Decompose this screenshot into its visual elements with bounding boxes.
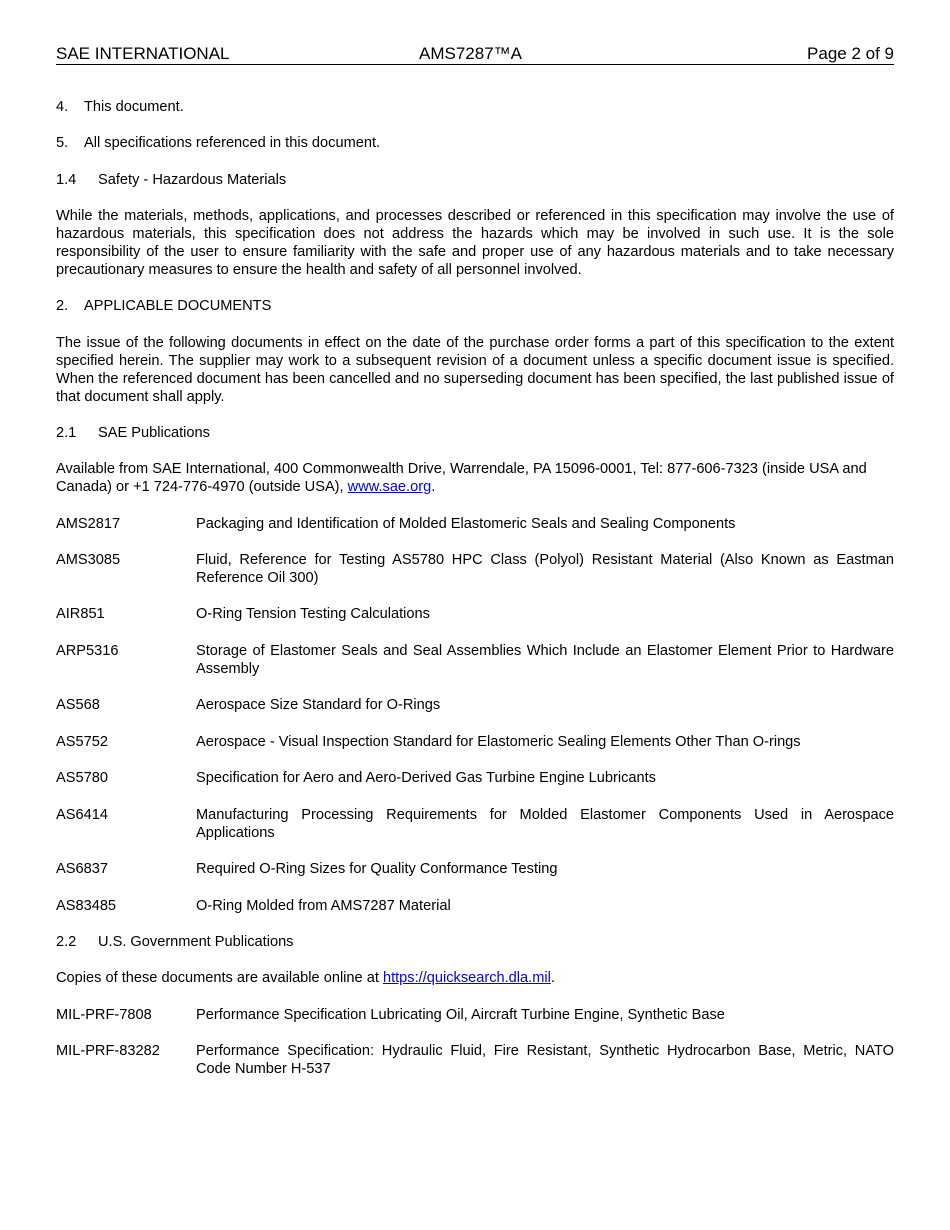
reference-description: Performance Specification: Hydraulic Fluid, Fire Resistant, Synthetic Hydrocarbon Base, Metric, NATO Code Number H-537 <box>196 1043 894 1077</box>
reference-code: AS6414 <box>56 807 108 823</box>
paragraph-text: Available from SAE International, 400 Commonwealth Drive, Warrendale, PA 15096-0001, Tel: 877-606-7323 (inside USA and Canada) or +1 724-776-4970 (outside USA), <box>56 461 867 495</box>
reference-code: MIL-PRF-7808 <box>56 1007 152 1023</box>
section-heading-1-4 <box>56 171 894 189</box>
sae-website-link[interactable]: www.sae.org <box>347 479 432 495</box>
header-page-number: Page 2 of 9 <box>807 44 894 63</box>
list-item <box>56 98 894 116</box>
reference-description: Storage of Elastomer Seals and Seal Assemblies Which Include an Elastomer Element Prior to Hardware Assembly <box>196 643 894 677</box>
paragraph-text: Copies of these documents are available online at <box>56 970 383 986</box>
list-item-text: All specifications referenced in this document. <box>84 135 381 151</box>
section-heading-2-2 <box>56 933 894 951</box>
reference-code: AIR851 <box>56 606 105 622</box>
header-doc-id: AMS7287™A <box>419 44 522 63</box>
section-title: APPLICABLE DOCUMENTS <box>84 298 272 314</box>
section-heading-2-1 <box>56 424 894 442</box>
reference-description: Fluid, Reference for Testing AS5780 HPC Class (Polyol) Resistant Material (Also Known as Eastman Reference Oil 300) <box>196 552 894 586</box>
reference-code: ARP5316 <box>56 643 119 659</box>
section-number: 2.1 <box>56 425 77 441</box>
reference-description: Aerospace Size Standard for O-Rings <box>196 697 441 713</box>
section-title: U.S. Government Publications <box>98 934 294 950</box>
reference-description: Packaging and Identification of Molded Elastomeric Seals and Sealing Components <box>196 516 736 532</box>
page-header <box>56 44 894 65</box>
list-item-number: 5. <box>56 135 69 151</box>
reference-code: AS5780 <box>56 770 108 786</box>
applicable-docs-paragraph: The issue of the following documents in effect on the date of the purchase order forms a part of this specification to the extent specified herein. The supplier may work to a subsequent revision of a document unless a specific document issue is specified. When the referenced document has been cancelled and no superseding document has been specified, the last published issue of that document shall apply. <box>56 335 894 405</box>
reference-description: O-Ring Tension Testing Calculations <box>196 606 430 622</box>
reference-description: Manufacturing Processing Requirements for Molded Elastomer Components Used in Aerospace Applications <box>196 807 894 841</box>
gov-availability-paragraph <box>56 969 894 987</box>
reference-description: O-Ring Molded from AMS7287 Material <box>196 898 451 914</box>
section-heading-2 <box>56 297 894 315</box>
reference-code: MIL-PRF-83282 <box>56 1043 160 1059</box>
quicksearch-link[interactable]: https://quicksearch.dla.mil <box>382 970 551 986</box>
section-title: Safety - Hazardous Materials <box>98 172 287 188</box>
list-item-text: This document. <box>84 99 184 115</box>
list-item <box>56 134 894 152</box>
section-number: 2.2 <box>56 934 77 950</box>
section-number: 2. <box>56 298 69 314</box>
paragraph-text-end: . <box>550 970 555 986</box>
section-title: SAE Publications <box>98 425 210 441</box>
list-item-number: 4. <box>56 99 69 115</box>
paragraph-text-end: . <box>431 479 436 495</box>
reference-code: AS5752 <box>56 734 108 750</box>
reference-description: Specification for Aero and Aero-Derived Gas Turbine Engine Lubricants <box>196 770 656 786</box>
reference-description: Performance Specification Lubricating Oil, Aircraft Turbine Engine, Synthetic Base <box>196 1007 725 1023</box>
reference-code: AS83485 <box>56 898 117 914</box>
sae-availability-paragraph <box>56 460 894 496</box>
reference-code: AS568 <box>56 697 100 713</box>
reference-code: AMS3085 <box>56 552 121 568</box>
reference-code: AMS2817 <box>56 516 121 532</box>
safety-paragraph: While the materials, methods, applications, and processes described or referenced in this specification may involve the use of hazardous materials, this specification does not address the hazards which may be involved in such use. It is the sole responsibility of the user to ensure familiarity with the safe and proper use of any hazardous materials and to take necessary precautionary measures to ensure the health and safety of all personnel involved. <box>56 208 894 278</box>
reference-code: AS6837 <box>56 861 108 877</box>
reference-description: Required O-Ring Sizes for Quality Conformance Testing <box>196 861 558 877</box>
header-org: SAE INTERNATIONAL <box>56 44 230 63</box>
section-number: 1.4 <box>56 172 77 188</box>
reference-description: Aerospace - Visual Inspection Standard for Elastomeric Sealing Elements Other Than O-rings <box>196 734 801 750</box>
